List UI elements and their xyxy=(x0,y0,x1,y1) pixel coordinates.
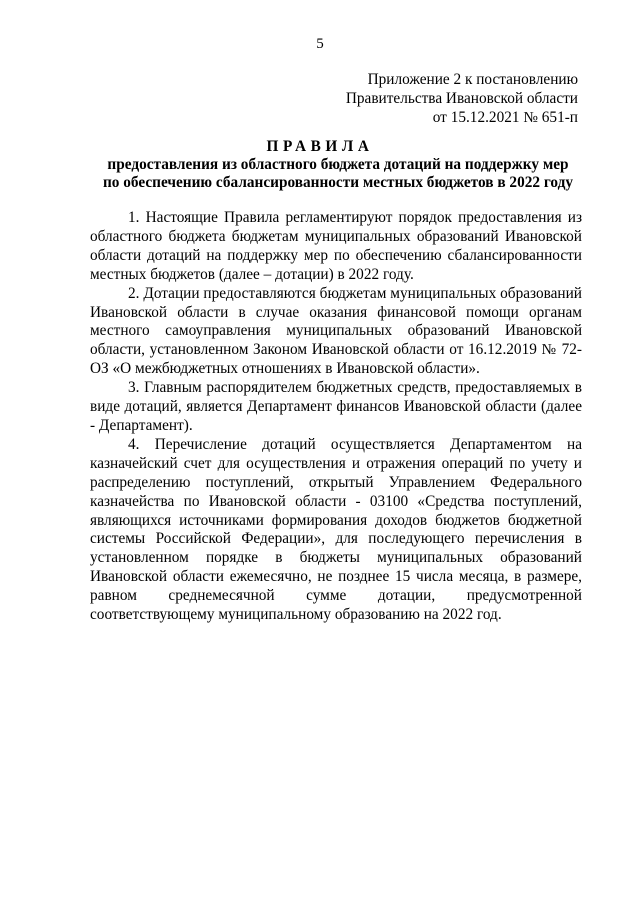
document-title: ПРАВИЛА xyxy=(266,138,374,155)
appendix-line-3: от 15.12.2021 № 651-п xyxy=(432,109,578,126)
paragraph-2: 2. Дотации предоставляются бюджетам муниципальных образований Ивановской области в случае оказания финансовой помощи органам местного самоуправления муниципальных образований Ивановской области, установленном Законом Ивановской области от 16.12.2019 № 72-ОЗ «О межбюджетных отношениях в Ивановской области». xyxy=(90,284,582,378)
paragraph-1: 1. Настоящие Правила регламентируют порядок предоставления из областного бюджета бюджетам муниципальных образований Ивановской области дотаций на поддержку мер по обеспечению сбалансированности местных бюджетов (далее – дотации) в 2022 году. xyxy=(90,209,582,283)
page-number: 5 xyxy=(316,36,324,52)
paragraph-4: 4. Перечисление дотаций осуществляется Департаментом на казначейский счет для осуществления и отражения операций по учету и распределению поступлений, открытый Управлением Федерального казначейства по Ивановской области - 03100 «Средства поступлений, являющихся источниками формирования доходов бюджетов бюджетной системы Российской Федерации», для последующего перечисления в установленном порядке в бюджеты муниципальных образований Ивановской области ежемесячно, не позднее 15 числа месяца, в размере, равном среднемесячной сумме дотации, предусмотренной соответствующему муниципальному образованию на 2022 год. xyxy=(90,435,582,624)
subtitle-line-1: предоставления из областного бюджета дотаций на поддержку мер xyxy=(107,156,569,173)
appendix-line-2: Правительства Ивановской области xyxy=(345,90,578,107)
appendix-line-1: Приложение 2 к постановлению xyxy=(367,71,578,88)
paragraph-3: 3. Главным распорядителем бюджетных средств, предоставляемых в виде дотаций, является Департамент финансов Ивановской области (далее - Департамент). xyxy=(90,379,582,434)
document-body xyxy=(90,209,582,625)
document-subtitle xyxy=(100,156,576,192)
subtitle-line-2: по обеспечению сбалансированности местных бюджетов в 2022 году xyxy=(102,174,574,191)
appendix-reference xyxy=(346,70,578,127)
